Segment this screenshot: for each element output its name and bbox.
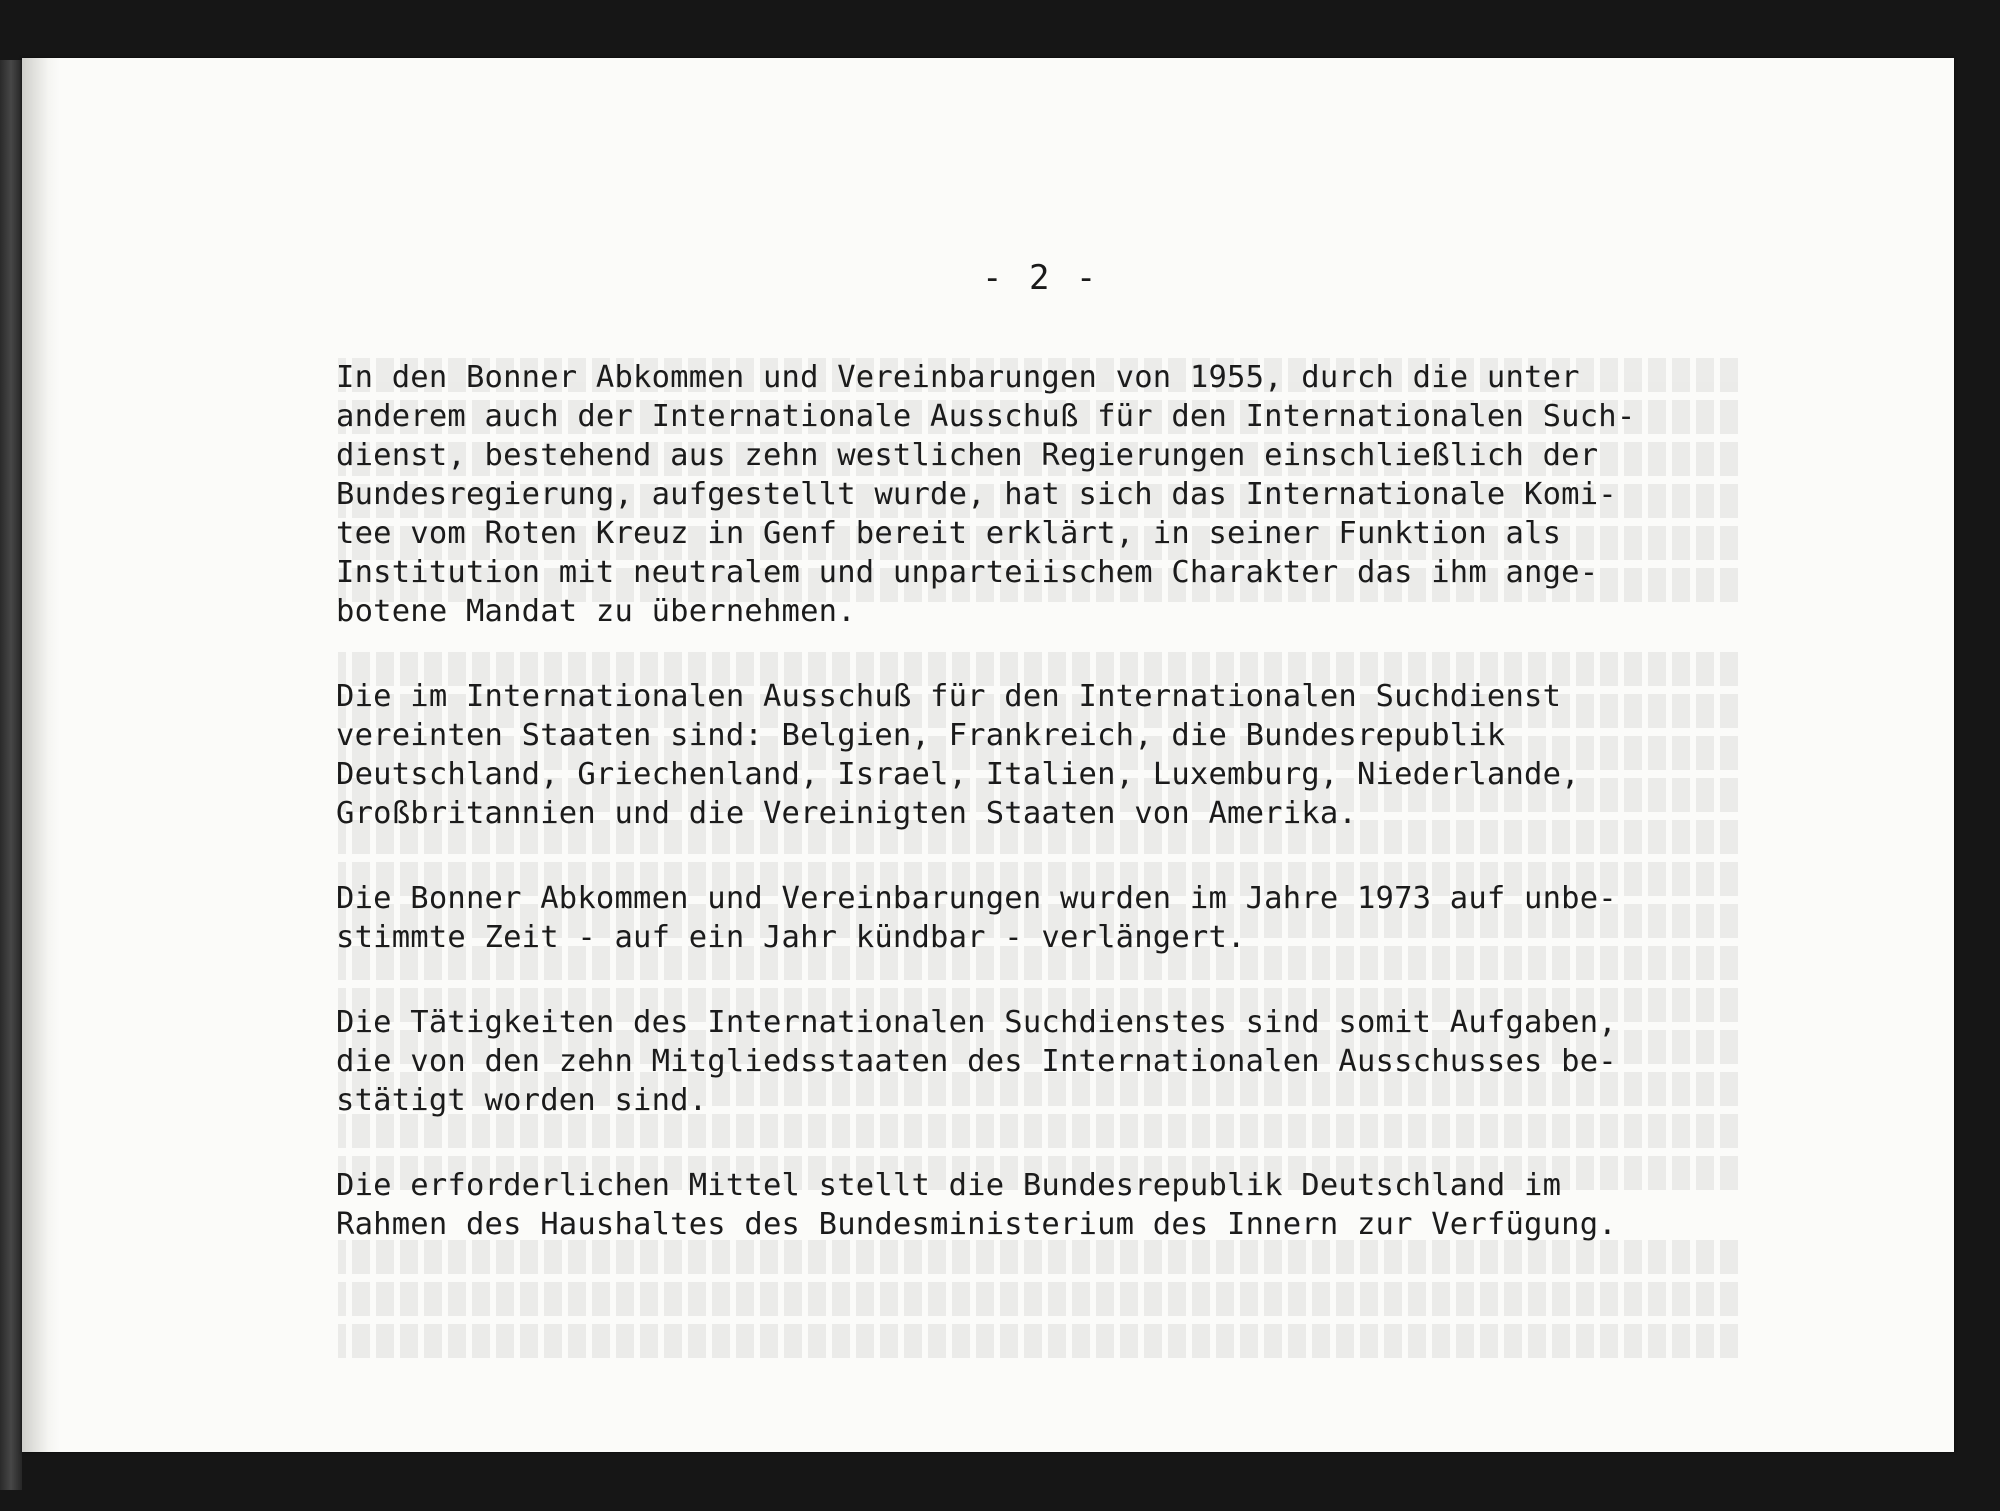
- text-line: Die Bonner Abkommen und Vereinbarungen wurden im Jahre 1973 auf unbe-: [336, 881, 1617, 916]
- text-line: vereinten Staaten sind: Belgien, Frankreich, die Bundesrepublik: [336, 718, 1506, 753]
- text-line: dienst, bestehend aus zehn westlichen Regierungen einschließlich der: [336, 438, 1599, 473]
- text-line: stätigt worden sind.: [336, 1083, 708, 1118]
- page-number: - 2 -: [982, 258, 1100, 298]
- text-line: Die im Internationalen Ausschuß für den Internationalen Suchdienst: [336, 679, 1562, 714]
- paragraph-bonner-abkommen: [336, 358, 1786, 631]
- text-line: Deutschland, Griechenland, Israel, Italien, Luxemburg, Niederlande,: [336, 757, 1580, 792]
- text-line: Die Tätigkeiten des Internationalen Suchdienstes sind somit Aufgaben,: [336, 1005, 1617, 1040]
- text-line: tee vom Roten Kreuz in Genf bereit erklärt, in seiner Funktion als: [336, 516, 1562, 551]
- text-line: Rahmen des Haushaltes des Bundesministerium des Innern zur Verfügung.: [336, 1207, 1617, 1242]
- text-line: Die erforderlichen Mittel stellt die Bundesrepublik Deutschland im: [336, 1168, 1562, 1203]
- paragraph-member-states: [336, 677, 1786, 833]
- text-line: Großbritannien und die Vereinigten Staaten von Amerika.: [336, 796, 1357, 831]
- paragraph-extension-1973: [336, 879, 1786, 957]
- document-page: [22, 58, 1954, 1452]
- text-line: stimmte Zeit - auf ein Jahr kündbar - verlängert.: [336, 920, 1246, 955]
- text-line: In den Bonner Abkommen und Vereinbarungen von 1955, durch die unter: [336, 360, 1580, 395]
- paragraph-activities: [336, 1003, 1786, 1120]
- paragraph-funding: [336, 1166, 1786, 1244]
- text-line: die von den zehn Mitgliedsstaaten des Internationalen Ausschusses be-: [336, 1044, 1617, 1079]
- document-body: [336, 358, 1786, 1290]
- text-line: Bundesregierung, aufgestellt wurde, hat sich das Internationale Komi-: [336, 477, 1617, 512]
- text-line: Institution mit neutralem und unparteiischem Charakter das ihm ange-: [336, 555, 1599, 590]
- text-line: anderem auch der Internationale Ausschuß für den Internationalen Such-: [336, 399, 1636, 434]
- binder-spine: [0, 60, 22, 1490]
- text-line: botene Mandat zu übernehmen.: [336, 594, 856, 629]
